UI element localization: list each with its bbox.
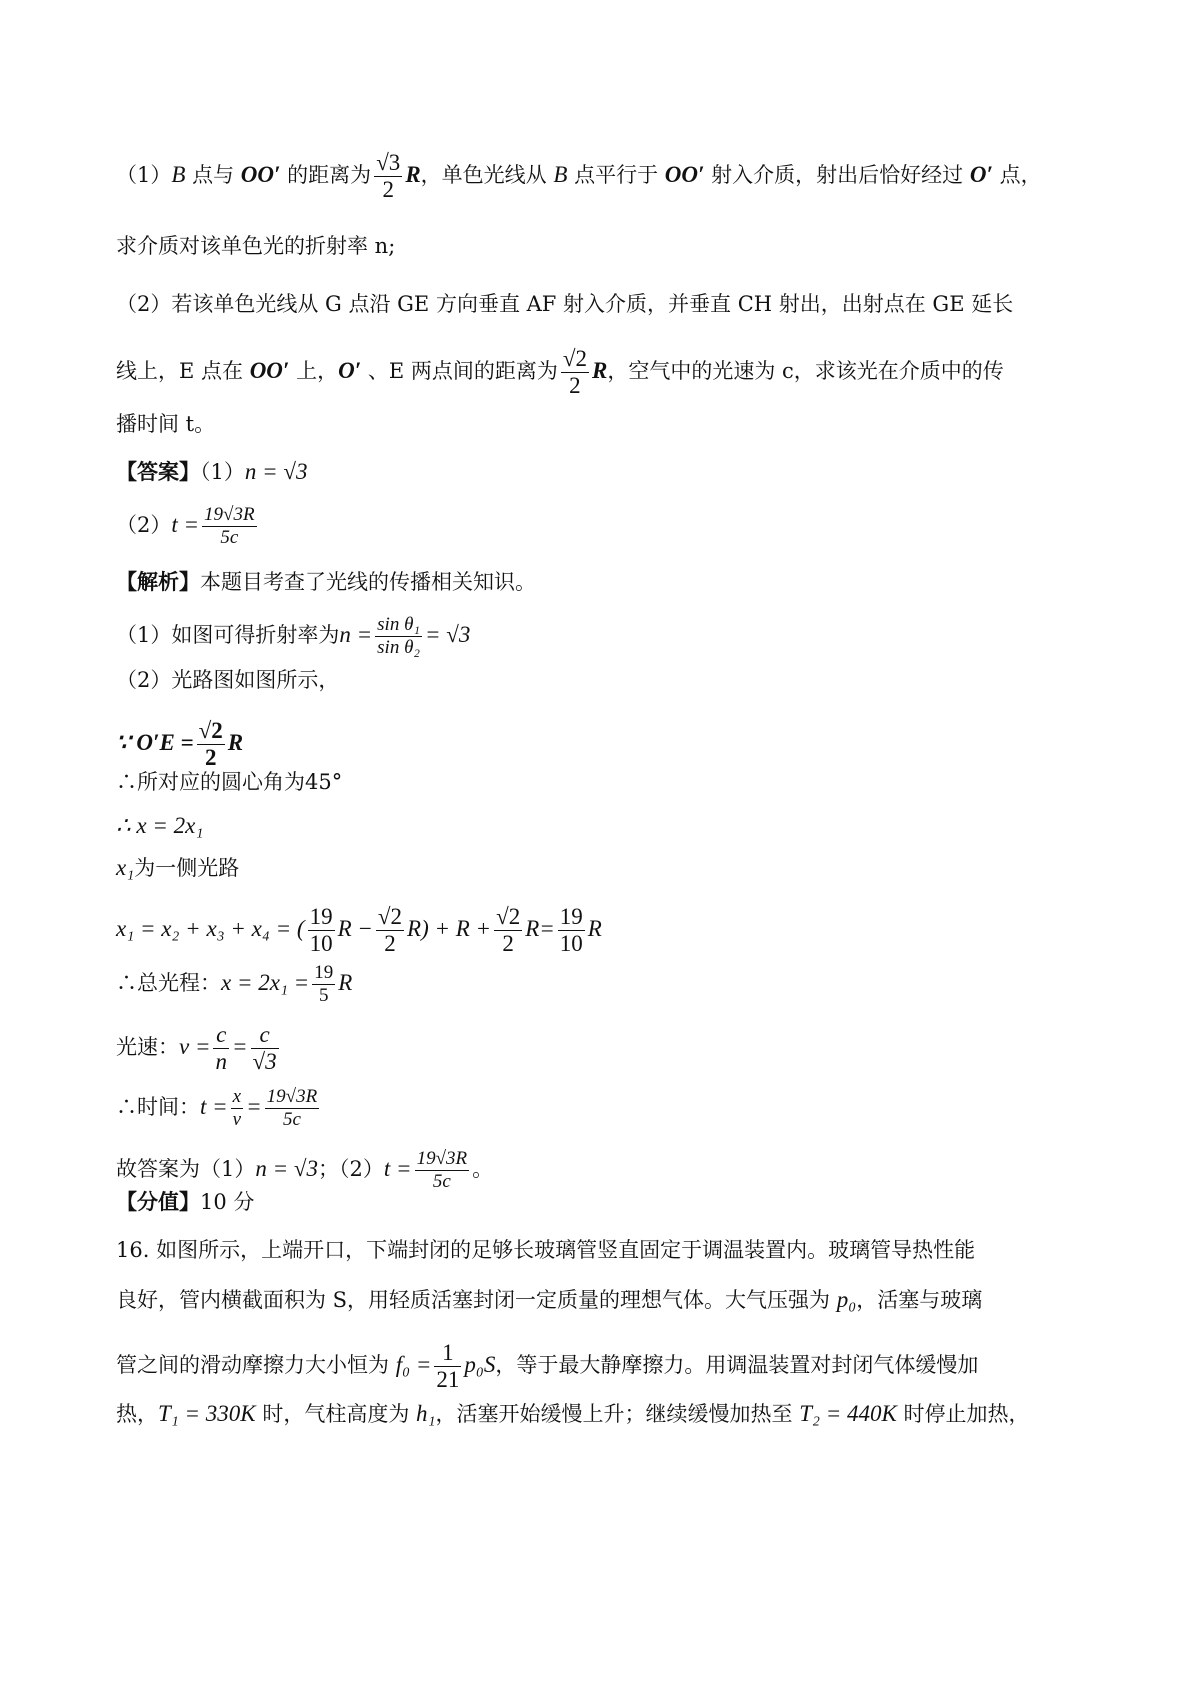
math: = bbox=[231, 1034, 248, 1059]
text: ∴时间： bbox=[116, 1095, 200, 1119]
math: x₁ = x₂ + x₃ + x₄ = ( bbox=[116, 916, 305, 941]
analysis-step6 bbox=[116, 854, 239, 882]
fraction-num: 19√3R bbox=[266, 1086, 318, 1107]
score-label: 【分值】 bbox=[116, 1189, 200, 1214]
analysis-step1 bbox=[116, 614, 470, 659]
math: p₀S bbox=[464, 1352, 496, 1377]
q16-line1: 16. 如图所示，上端开口，下端封闭的足够长玻璃管竖直固定于调温装置内。玻璃管导热性能 bbox=[116, 1238, 976, 1262]
fraction bbox=[374, 150, 402, 203]
fraction bbox=[265, 1086, 320, 1131]
text: 为一侧光路 bbox=[134, 856, 240, 880]
math: p₀ bbox=[836, 1287, 857, 1312]
fraction-den: 2 bbox=[204, 745, 217, 770]
math: R − bbox=[337, 916, 373, 941]
analysis-step5: ∴ x = 2x₁ bbox=[116, 813, 204, 838]
fraction-num: sin θ₁ bbox=[377, 614, 421, 635]
fraction-num: √2 bbox=[562, 346, 587, 371]
text: B bbox=[553, 162, 568, 187]
text: ∴总光程： bbox=[116, 971, 221, 995]
math: t = bbox=[200, 1094, 228, 1119]
fraction bbox=[415, 1148, 470, 1193]
text: 点， bbox=[992, 163, 1042, 187]
analysis-line1 bbox=[116, 568, 536, 596]
math: R bbox=[338, 970, 353, 995]
math: ∵ O′E = bbox=[116, 730, 194, 755]
text: 的距离为 bbox=[280, 163, 372, 187]
analysis-step11 bbox=[116, 1148, 493, 1193]
math: T₂ = 440K bbox=[799, 1401, 897, 1426]
fraction-num: √3 bbox=[376, 150, 401, 175]
analysis-step3 bbox=[116, 718, 243, 771]
fraction bbox=[213, 1022, 229, 1075]
analysis-step2: （2）光路图如图所示， bbox=[116, 668, 340, 692]
math: v = bbox=[179, 1034, 211, 1059]
text: （2） bbox=[116, 513, 172, 537]
text: ，单色光线从 bbox=[420, 163, 554, 187]
text: 射入介质，射出后恰好经过 bbox=[704, 163, 970, 187]
fraction-num: 19√3R bbox=[204, 504, 255, 525]
text: ，等于最大静摩擦力。用调温装置对封闭气体缓慢加 bbox=[495, 1353, 979, 1377]
q15-part2-line3: 播时间 t。 bbox=[116, 412, 216, 436]
math: OO′ bbox=[664, 162, 705, 187]
fraction bbox=[561, 346, 589, 399]
math: f₀ = bbox=[395, 1352, 432, 1377]
fraction bbox=[312, 962, 335, 1007]
text: 本题目考查了光线的传播相关知识。 bbox=[200, 570, 536, 594]
fraction-num: √2 bbox=[198, 718, 223, 743]
text: 管之间的滑动摩擦力大小恒为 bbox=[116, 1353, 396, 1377]
text: 线上，E 点在 bbox=[116, 359, 250, 383]
text: B bbox=[171, 162, 186, 187]
text: ，空气中的光速为 c，求该光在介质中的传 bbox=[607, 359, 1004, 383]
fraction bbox=[494, 904, 522, 957]
text: 光速： bbox=[116, 1035, 179, 1059]
fraction-num: 19√3R bbox=[416, 1148, 468, 1169]
fraction-num: x bbox=[232, 1086, 242, 1107]
q16-line2 bbox=[116, 1286, 982, 1314]
fraction bbox=[251, 1022, 279, 1075]
fraction-den: sin θ₂ bbox=[377, 637, 421, 658]
math: n = √3 bbox=[255, 1156, 319, 1181]
math: R bbox=[587, 916, 602, 941]
text: 、E 两点间的距离为 bbox=[361, 359, 558, 383]
fraction-num: √2 bbox=[377, 904, 403, 929]
fraction-num: 19 bbox=[309, 904, 333, 929]
score-value: 10 分 bbox=[200, 1190, 255, 1214]
analysis-step9 bbox=[116, 1022, 282, 1075]
fraction bbox=[308, 904, 335, 957]
q15-part2-line1: （2）若该单色光线从 G 点沿 GE 方向垂直 AF 射入介质，并垂直 CH 射出，出射点在 GE 延长 bbox=[116, 292, 1014, 316]
math: R) + R + bbox=[407, 916, 492, 941]
text: 。 bbox=[472, 1157, 494, 1181]
math: t = bbox=[171, 512, 200, 537]
math: = √3 bbox=[425, 622, 471, 647]
fraction-num: 19 bbox=[314, 962, 334, 983]
q15-part1-line2: 求介质对该单色光的折射率 n; bbox=[116, 234, 396, 258]
fraction bbox=[558, 904, 585, 957]
math: x = 2x₁ = bbox=[221, 970, 310, 995]
fraction-den: 10 bbox=[309, 931, 333, 956]
text: 良好，管内横截面积为 S，用轻质活塞封闭一定质量的理想气体。大气压强为 bbox=[116, 1288, 837, 1312]
fraction-den: 5c bbox=[220, 527, 239, 548]
math: h₁ bbox=[416, 1401, 436, 1426]
text: ；（2） bbox=[318, 1157, 384, 1181]
fraction bbox=[231, 1086, 243, 1131]
q15-part1-line1 bbox=[116, 150, 1042, 203]
text: 点平行于 bbox=[567, 163, 665, 187]
fraction bbox=[434, 1340, 461, 1393]
fraction-den: 21 bbox=[436, 1367, 460, 1392]
text: ，活塞开始缓慢上升；继续缓慢加热至 bbox=[435, 1402, 800, 1426]
answer-line1 bbox=[116, 458, 308, 486]
fraction-num: c bbox=[213, 1022, 229, 1049]
q16-line3 bbox=[116, 1340, 978, 1393]
text: 点与 bbox=[185, 163, 241, 187]
math: R= bbox=[525, 916, 555, 941]
math: = bbox=[246, 1094, 262, 1119]
fraction-den: √3 bbox=[252, 1049, 277, 1074]
text: 时停止加热， bbox=[896, 1402, 1030, 1426]
fraction-den: 5c bbox=[432, 1171, 451, 1192]
fraction bbox=[375, 614, 422, 659]
analysis-step7 bbox=[116, 904, 602, 957]
text: 故答案为（1） bbox=[116, 1157, 256, 1181]
math: n = √3 bbox=[244, 459, 308, 484]
text: （1） bbox=[200, 460, 245, 484]
fraction-den: 2 bbox=[569, 373, 581, 398]
math: R bbox=[591, 358, 608, 383]
text: （1）如图可得折射率为 bbox=[116, 623, 340, 647]
text: 上， bbox=[289, 359, 339, 383]
analysis-step10 bbox=[116, 1086, 322, 1131]
score-line bbox=[116, 1188, 254, 1216]
math: t = bbox=[383, 1156, 412, 1181]
math: x₁ bbox=[116, 855, 135, 880]
fraction-den: n bbox=[215, 1049, 227, 1074]
analysis-step8 bbox=[116, 962, 352, 1007]
math: T₁ = 330K bbox=[158, 1401, 256, 1426]
fraction-den: 2 bbox=[382, 177, 394, 202]
fraction-num: c bbox=[251, 1022, 279, 1049]
fraction-den: 5c bbox=[282, 1109, 301, 1130]
fraction bbox=[197, 718, 225, 771]
math: OO′ bbox=[249, 358, 290, 383]
q16-line4 bbox=[116, 1400, 1030, 1428]
math: R bbox=[405, 162, 421, 187]
analysis-step4: ∴所对应的圆心角为45° bbox=[116, 770, 343, 794]
text: 时，气柱高度为 bbox=[255, 1402, 417, 1426]
math: n = bbox=[339, 622, 373, 647]
fraction-den: v bbox=[232, 1109, 242, 1130]
fraction-den: 2 bbox=[384, 931, 396, 956]
analysis-label: 【解析】 bbox=[116, 569, 200, 594]
math: O′ bbox=[969, 162, 993, 187]
math: R bbox=[227, 730, 244, 755]
fraction-num: 19 bbox=[559, 904, 583, 929]
fraction-num: 1 bbox=[434, 1340, 461, 1367]
answer-label: 【答案】 bbox=[116, 459, 200, 484]
answer-line2 bbox=[116, 504, 260, 549]
q15-part2-line2 bbox=[116, 346, 1004, 399]
fraction-num: √2 bbox=[496, 904, 521, 929]
fraction-den: 10 bbox=[559, 931, 583, 956]
text: ，活塞与玻璃 bbox=[856, 1288, 983, 1312]
text: （1） bbox=[116, 163, 172, 187]
math: O′ bbox=[338, 358, 362, 383]
fraction-den: 5 bbox=[318, 985, 329, 1006]
fraction bbox=[202, 504, 257, 549]
text: 热， bbox=[116, 1402, 158, 1426]
fraction-den: 2 bbox=[502, 931, 514, 956]
fraction bbox=[376, 904, 404, 957]
math: OO′ bbox=[240, 162, 281, 187]
